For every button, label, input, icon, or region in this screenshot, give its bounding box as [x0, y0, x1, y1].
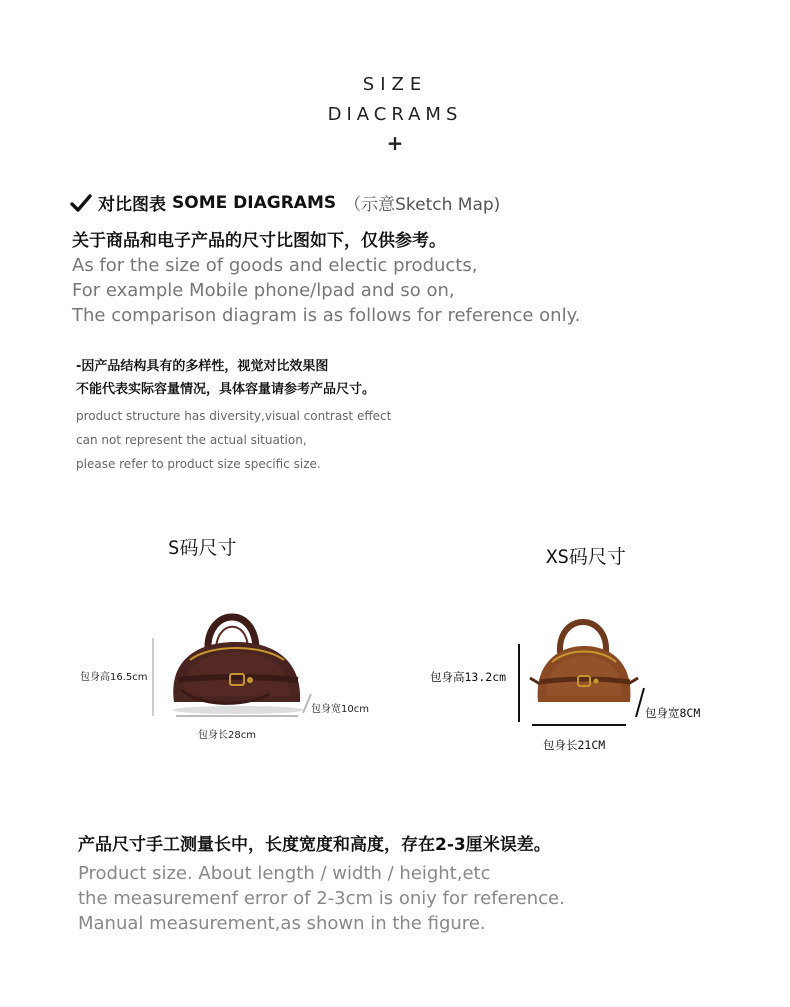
s-bag-image: [150, 598, 320, 728]
diagrams-heading: [70, 190, 500, 215]
note-en: [76, 404, 391, 476]
s-length-line: [176, 712, 298, 720]
diagrams-title-en: SOME DIAGRAMS: [172, 192, 337, 213]
bottom-en-line: Manual measurement,as shown in the figure.: [78, 913, 486, 934]
note-cn-line: -因产品结构具有的多样性，视觉对比效果图: [76, 359, 329, 374]
intro-cn: 关于商品和电子产品的尺寸比图如下，仅供参考。: [72, 231, 446, 251]
bottom-en: [78, 861, 565, 936]
xs-height-label: 包身高13.2cm: [430, 670, 507, 684]
diagrams-title-cn: 对比图表: [98, 195, 166, 215]
xs-length-label: 包身长21CM: [543, 738, 606, 752]
note-en-line: can not represent the actual situation,: [76, 433, 307, 447]
intro-en-line: The comparison diagram is as follows for reference only.: [72, 305, 581, 326]
xs-bag-image: [524, 604, 642, 716]
header-size: SIZE: [362, 74, 428, 95]
note-en-line: product structure has diversity,visual contrast effect: [76, 409, 392, 423]
intro-en-line: For example Mobile phone/lpad and so on,: [72, 280, 455, 301]
checkmark-icon: [70, 192, 92, 214]
intro-en: [72, 253, 580, 328]
xs-height-line: [515, 644, 523, 724]
s-width-label: 包身宽10cm: [311, 704, 369, 715]
s-height-label: 包身高16.5cm: [80, 672, 148, 683]
header-plus: +: [386, 131, 404, 155]
note-cn: [76, 355, 375, 401]
header-diagrams: DIACRAMS: [327, 104, 463, 125]
note-en-line: please refer to product size specific size.: [76, 457, 321, 471]
xs-width-label: 包身宽8CM: [645, 706, 701, 720]
s-length-label: 包身长28cm: [198, 730, 256, 741]
diagrams-subtitle: （示意Sketch Map): [344, 195, 501, 215]
intro-en-line: As for the size of goods and electic products,: [72, 255, 478, 276]
xs-length-line: [532, 722, 626, 728]
bottom-en-line: Product size. About length / width / height,etc: [78, 863, 491, 884]
s-height-line: [148, 638, 158, 718]
note-cn-line: 不能代表实际容量情况，具体容量请参考产品尺寸。: [76, 382, 376, 397]
bottom-cn: 产品尺寸手工测量长中，长度宽度和高度，存在2-3厘米误差。: [78, 835, 551, 855]
bottom-en-line: the measuremenf error of 2-3cm is oniy for reference.: [78, 888, 565, 909]
s-size-label: S码尺寸: [168, 537, 237, 559]
xs-size-label: XS码尺寸: [546, 546, 626, 568]
